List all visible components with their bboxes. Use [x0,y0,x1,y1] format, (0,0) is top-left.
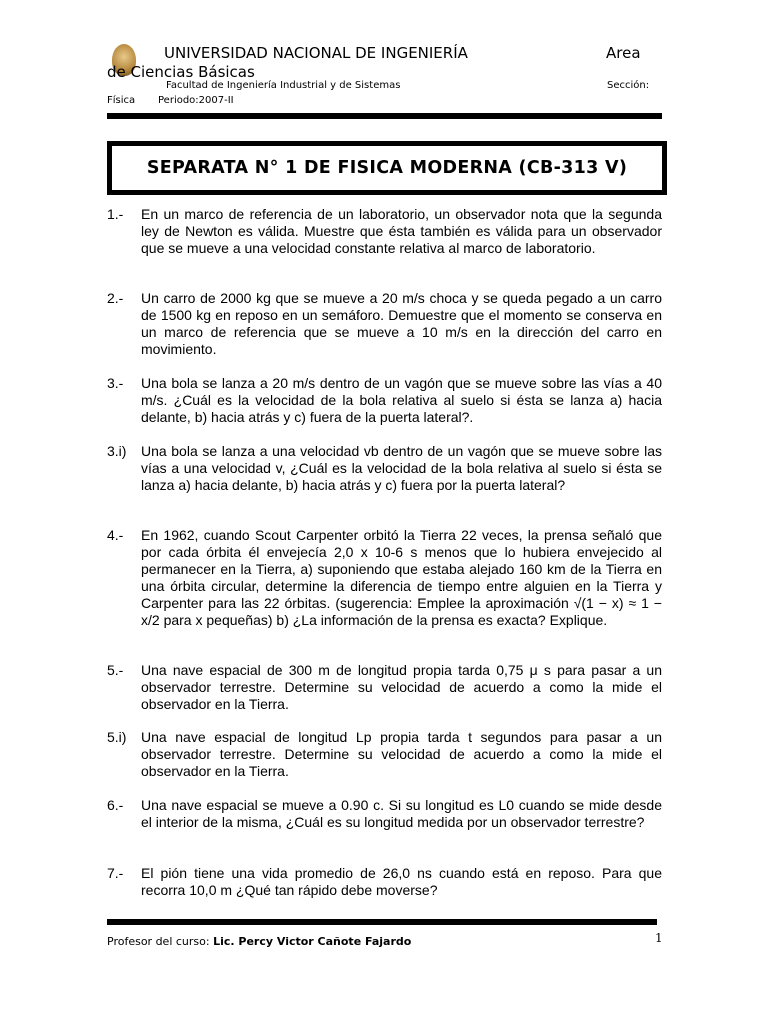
footer-rule [107,919,657,925]
problem-number: 4.- [107,527,124,543]
problem-text: Un carro de 2000 kg que se mueve a 20 m/s choca y se queda pegado a un carro de 1500 kg en reposo en un semáforo. Demuestre que el momento se conserva en un marco de referencia que se mueve a 10 m/s en la dirección del carro en movimiento. [141,290,662,357]
problem-5i [107,729,662,780]
problem-text: Una bola se lanza a 20 m/s dentro de un vagón que se mueve sobre las vías a 40 m/s. ¿Cuál es la velocidad de la bola relativa al suelo si ésta se lanza a) hacia delante, b) hacia atrás y c) fuera de la puerta lateral?. [141,375,662,425]
problem-text: Una bola se lanza a una velocidad vb dentro de un vagón que se mueve sobre las vías a una velocidad v, ¿Cuál es la velocidad de la bola relativa al suelo si ésta se lanza a) hacia delante, b) hacia atrás y c) fuera por la puerta lateral? [141,443,662,493]
problem-5 [107,662,662,713]
area-name: de Ciencias Básicas [107,63,255,81]
page-number: 1 [655,931,663,945]
title-box [107,141,667,195]
problem-text: En un marco de referencia de un laboratorio, un observador nota que la segunda ley de Newton es válida. Muestre que ésta también es válida para un observador que se mueve a una velocidad constante relativa al marco de laboratorio. [141,206,662,256]
problem-number: 2.- [107,290,124,306]
document-title: SEPARATA N° 1 DE FISICA MODERNA (CB-313 V) [146,158,628,178]
section-value: Física [107,95,136,106]
problem-number: 3.i) [107,443,127,459]
problem-4 [107,527,662,629]
problem-6 [107,797,662,831]
problem-number: 5.i) [107,729,127,745]
problem-7 [107,865,662,899]
problem-text: Una nave espacial de longitud Lp propia tarda t segundos para pasar a un observador terrestre. Determine su velocidad de acuerdo a como la mide el observador en la Tierra. [141,729,662,779]
problem-text: Una nave espacial de 300 m de longitud propia tarda 0,75 μ s para pasar a un observador terrestre. Determine su velocidad de acuerdo a como la mide el observador en la Tierra. [141,662,662,712]
problem-number: 7.- [107,865,124,881]
problem-3i [107,443,662,494]
problem-1 [107,206,662,257]
header-rule [107,113,662,119]
footer-professor [107,935,411,948]
problem-text: Una nave espacial se mueve a 0.90 c. Si su longitud es L0 cuando se mide desde el interior de la misma, ¿Cuál es su longitud medida por un observador terrestre? [141,797,662,830]
problem-text: En 1962, cuando Scout Carpenter orbitó la Tierra 22 veces, la prensa señaló que por cada órbita él envejecía 2,0 x 10-6 s menos que lo hubiera envejecido al permanecer en la Tierra, a) suponiendo que estaba alejado 160 km de la Tierra en una órbita circular, determine la diferencia de tiempo entre alguien en la Tierra y Carpenter para las 22 órbitas. (sugerencia: Emplee la aproximación √(1 − x) ≈ 1 − x/2 para x pequeñas) b) ¿La información de la prensa es exacta? Explique. [141,527,662,628]
faculty-name: Facultad de Ingeniería Industrial y de Sistemas [166,80,401,91]
problem-number: 5.- [107,662,124,678]
problem-3 [107,375,662,426]
period: Periodo:2007-II [158,95,234,106]
problem-number: 1.- [107,206,124,222]
problem-number: 3.- [107,375,124,391]
problem-2 [107,290,662,358]
problem-number: 6.- [107,797,124,813]
problem-text: El pión tiene una vida promedio de 26,0 ns cuando está en reposo. Para que recorra 10,0 m ¿Qué tan rápido debe moverse? [141,865,662,898]
professor-name: Lic. Percy Victor Cañote Fajardo [213,935,412,948]
university-name: UNIVERSIDAD NACIONAL DE INGENIERÍA [164,44,468,62]
area-label: Area [606,44,641,62]
section-label: Sección: [607,80,650,91]
professor-label: Profesor del curso: [107,935,210,948]
